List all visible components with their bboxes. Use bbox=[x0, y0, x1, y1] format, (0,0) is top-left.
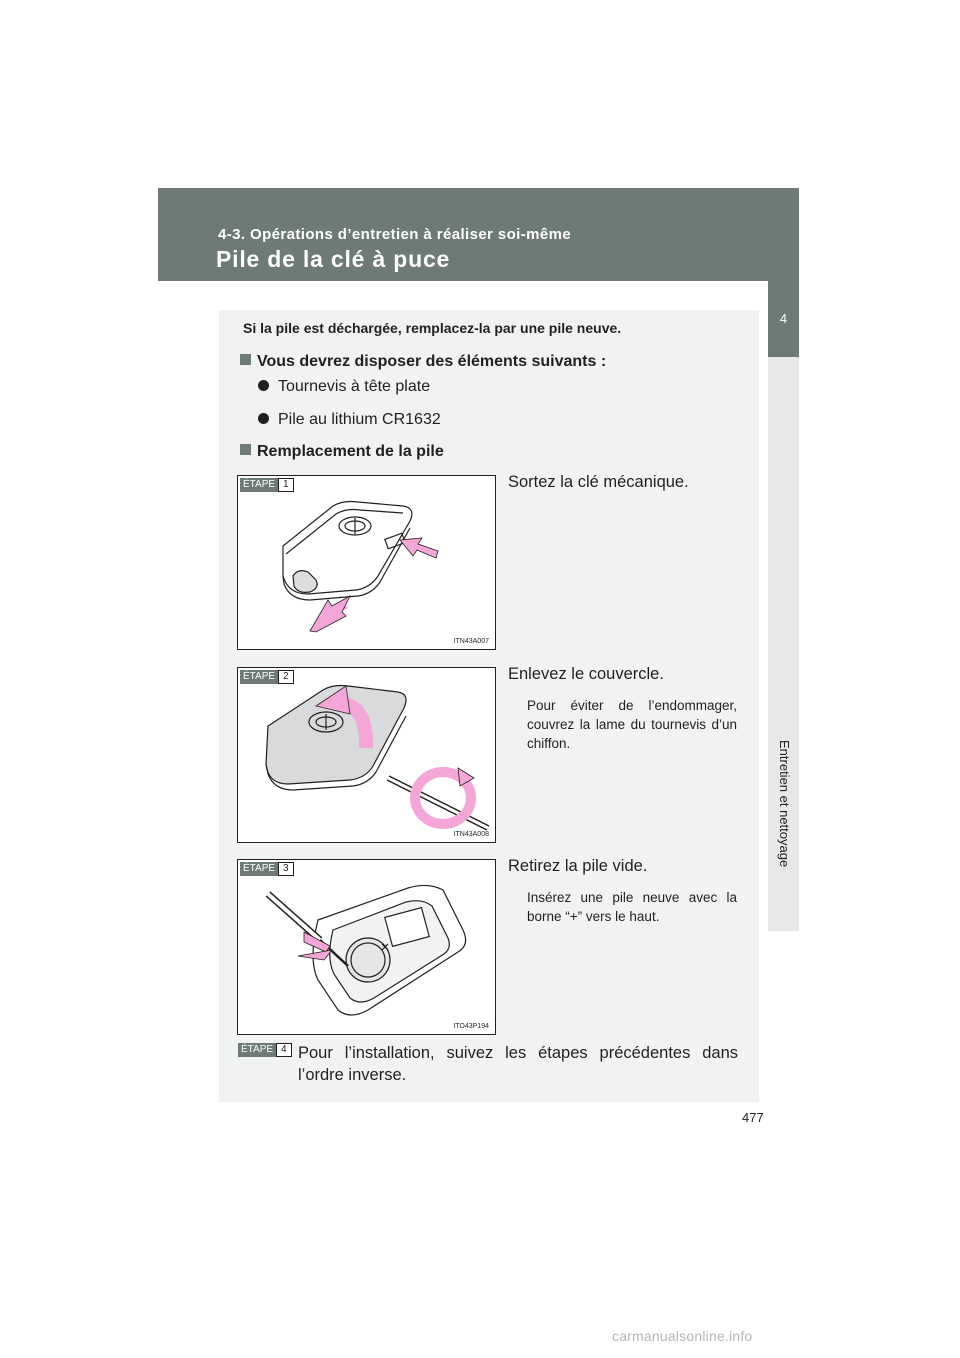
square-bullet-icon bbox=[240, 354, 251, 365]
step-4-text-continued: l’ordre inverse. bbox=[298, 1066, 407, 1084]
figure-code: ITO43P194 bbox=[453, 1023, 489, 1030]
page-title: Pile de la clé à puce bbox=[216, 246, 451, 272]
intro-text: Si la pile est déchargée, remplacez-la par une pile neuve. bbox=[243, 320, 622, 336]
page-header bbox=[158, 188, 799, 281]
figure-code: ITN43A007 bbox=[453, 638, 489, 645]
step-2-text: Enlevez le couvercle. bbox=[508, 665, 664, 683]
chapter-label: Entretien et nettoyage bbox=[777, 740, 792, 868]
step-1-text: Sortez la clé mécanique. bbox=[508, 473, 689, 491]
chapter-tab[interactable]: 4 bbox=[768, 281, 799, 357]
step-4-text: Pour l’installation, suivez les étapes précédentes dans bbox=[298, 1044, 738, 1062]
figure-code: ITN43A008 bbox=[453, 831, 489, 838]
square-bullet-icon bbox=[240, 444, 251, 455]
step-2-illustration bbox=[237, 667, 496, 843]
watermark[interactable]: carmanualsonline.info bbox=[612, 1328, 753, 1344]
step-3-text: Retirez la pile vide. bbox=[508, 857, 648, 875]
step-badge: ÉTAPE 4 bbox=[238, 1043, 292, 1057]
step-2-note: Pour éviter de l’endommager, couvrez la lame du tournevis d’un chiffon. bbox=[527, 698, 737, 751]
step-badge: ÉTAPE 1 bbox=[240, 478, 294, 492]
list-item: Pile au lithium CR1632 bbox=[258, 411, 441, 429]
step-badge: ÉTAPE 3 bbox=[240, 862, 294, 876]
key-fob-drawing bbox=[238, 476, 495, 649]
requirements-heading: Vous devrez disposer des éléments suivants : bbox=[240, 353, 606, 371]
bullet-icon bbox=[258, 380, 269, 391]
key-fob-drawing bbox=[238, 668, 495, 842]
battery-drawing bbox=[238, 860, 495, 1034]
page-number: 477 bbox=[742, 1110, 764, 1125]
step-3-illustration bbox=[237, 859, 496, 1035]
step-badge: ÉTAPE 2 bbox=[240, 670, 294, 684]
list-item: Tournevis à tête plate bbox=[258, 378, 430, 396]
section-title: 4-3. Opérations d’entretien à réaliser soi-même bbox=[218, 226, 572, 243]
step-1-illustration bbox=[237, 475, 496, 650]
bullet-icon bbox=[258, 413, 269, 424]
step-3-note: Insérez une pile neuve avec la borne “+” vers le haut. bbox=[527, 890, 737, 924]
replacement-heading: Remplacement de la pile bbox=[240, 443, 444, 461]
